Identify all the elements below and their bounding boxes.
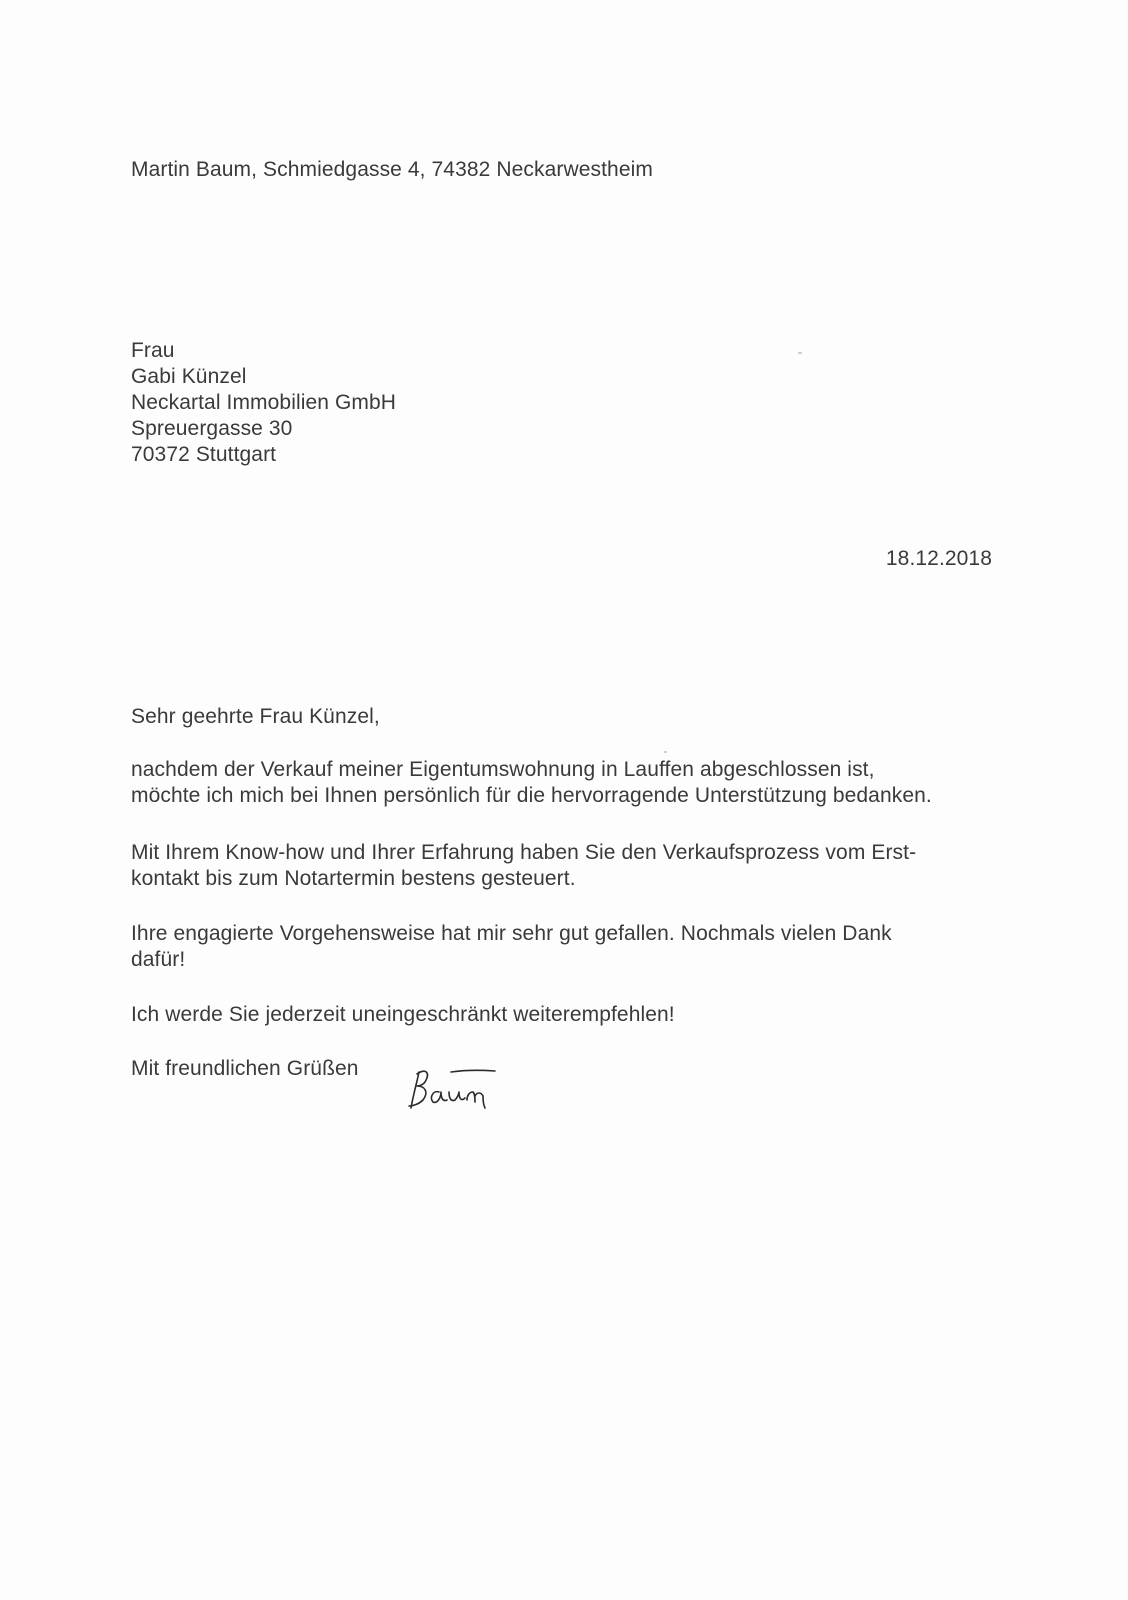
paragraph-line: Ihre engagierte Vorgehensweise hat mir sehr gut gefallen. Nochmals vielen Dank: [131, 922, 892, 945]
recipient-name: Gabi Künzel: [131, 365, 247, 388]
paragraph-line: Mit Ihrem Know-how und Ihrer Erfahrung haben Sie den Verkaufsprozess vom Erst-: [131, 841, 917, 864]
closing: Mit freundlichen Grüßen: [131, 1057, 359, 1080]
paper-speck: [664, 751, 667, 753]
paragraph-3: [131, 921, 892, 973]
paragraph-2: [131, 840, 916, 892]
recipient-salutation-line: Frau: [131, 339, 175, 362]
paragraph-line: nachdem der Verkauf meiner Eigentumswohnung in Lauffen abgeschlossen ist,: [131, 758, 875, 781]
letter-date: 18.12.2018: [885, 547, 992, 570]
paper-speck: [798, 352, 802, 354]
recipient-address: [131, 338, 396, 468]
recipient-company: Neckartal Immobilien GmbH: [131, 391, 397, 414]
paragraph-line: dafür!: [131, 948, 186, 971]
recipient-city: 70372 Stuttgart: [131, 443, 277, 466]
sender-line: Martin Baum, Schmiedgasse 4, 74382 Neckarwestheim: [131, 158, 653, 181]
paragraph-line: Ich werde Sie jederzeit uneingeschränkt weiterempfehlen!: [131, 1003, 675, 1026]
salutation: Sehr geehrte Frau Künzel,: [131, 705, 380, 728]
paragraph-1: [131, 757, 932, 809]
paragraph-4: [131, 1002, 675, 1028]
recipient-street: Spreuergasse 30: [131, 417, 293, 440]
paragraph-line: möchte ich mich bei Ihnen persönlich für die hervorragende Unterstützung bedanken.: [131, 784, 932, 807]
handwritten-signature: [405, 1062, 515, 1112]
paragraph-line: kontakt bis zum Notartermin bestens gesteuert.: [131, 867, 576, 890]
